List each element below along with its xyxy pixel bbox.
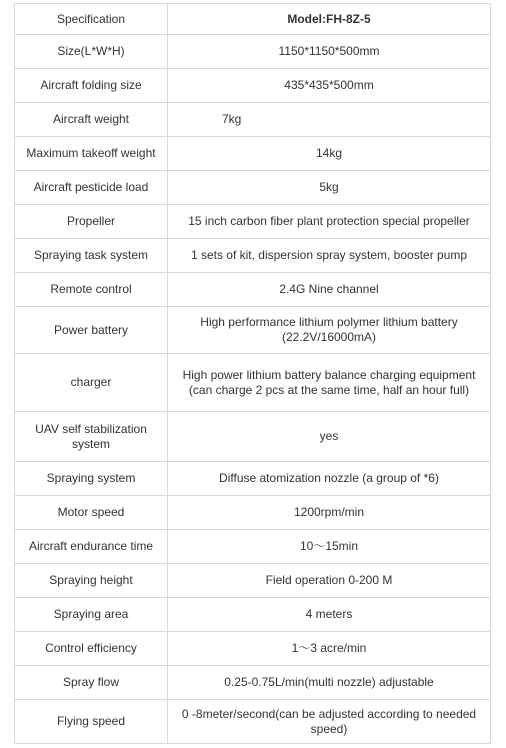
spec-label: Propeller [15, 205, 168, 239]
table-row [15, 412, 491, 462]
spec-label: Control efficiency [15, 632, 168, 666]
table-row [15, 700, 491, 744]
spec-label: Specification [15, 4, 168, 35]
spec-value: 15 inch carbon fiber plant protection special propeller [168, 205, 491, 239]
spec-value: 1 sets of kit, dispersion spray system, booster pump [168, 239, 491, 273]
spec-label: Motor speed [15, 496, 168, 530]
spec-label: charger [15, 354, 168, 412]
spec-value: 0 -8meter/second(can be adjusted according to needed speed) [168, 700, 491, 744]
table-row [15, 205, 491, 239]
spec-value: 0.25-0.75L/min(multi nozzle) adjustable [168, 666, 491, 700]
spec-label: Power battery [15, 307, 168, 354]
spec-value: High performance lithium polymer lithium battery (22.2V/16000mA) [168, 307, 491, 354]
table-row [15, 354, 491, 412]
table-row [15, 239, 491, 273]
table-row [15, 666, 491, 700]
spec-value: 2.4G Nine channel [168, 273, 491, 307]
spec-value: 7kg [168, 103, 491, 137]
specification-table [14, 3, 491, 744]
spec-label: Aircraft pesticide load [15, 171, 168, 205]
table-row [15, 4, 491, 35]
spec-value: Diffuse atomization nozzle (a group of *6) [168, 462, 491, 496]
table-row [15, 496, 491, 530]
spec-label: Aircraft folding size [15, 69, 168, 103]
spec-value: 1200rpm/min [168, 496, 491, 530]
spec-label: Size(L*W*H) [15, 35, 168, 69]
spec-value: 435*435*500mm [168, 69, 491, 103]
spec-label: Maximum takeoff weight [15, 137, 168, 171]
spec-value: 10～15min [168, 530, 491, 564]
table-row [15, 137, 491, 171]
spec-value: High power lithium battery balance charging equipment (can charge 2 pcs at the same time, half an hour full) [168, 354, 491, 412]
spec-value: 1150*1150*500mm [168, 35, 491, 69]
table-row [15, 564, 491, 598]
spec-label: Aircraft weight [15, 103, 168, 137]
table-row [15, 530, 491, 564]
spec-label: Flying speed [15, 700, 168, 744]
table-row [15, 69, 491, 103]
spec-label: Remote control [15, 273, 168, 307]
spec-label: Spraying height [15, 564, 168, 598]
spec-label: UAV self stabilization system [15, 412, 168, 462]
spec-value: 5kg [168, 171, 491, 205]
spec-value: Field operation 0-200 M [168, 564, 491, 598]
spec-value: 14kg [168, 137, 491, 171]
spec-value: 1～3 acre/min [168, 632, 491, 666]
spec-label: Spraying system [15, 462, 168, 496]
spec-label: Spraying task system [15, 239, 168, 273]
spec-value: 4 meters [168, 598, 491, 632]
spec-label: Spraying area [15, 598, 168, 632]
table-row [15, 598, 491, 632]
table-row [15, 103, 491, 137]
table-row [15, 462, 491, 496]
table-row [15, 273, 491, 307]
table-row [15, 35, 491, 69]
table-row [15, 632, 491, 666]
spec-value: Model:FH-8Z-5 [168, 4, 491, 35]
table-row [15, 307, 491, 354]
spec-label: Aircraft endurance time [15, 530, 168, 564]
table-row [15, 171, 491, 205]
spec-label: Spray flow [15, 666, 168, 700]
spec-value: yes [168, 412, 491, 462]
